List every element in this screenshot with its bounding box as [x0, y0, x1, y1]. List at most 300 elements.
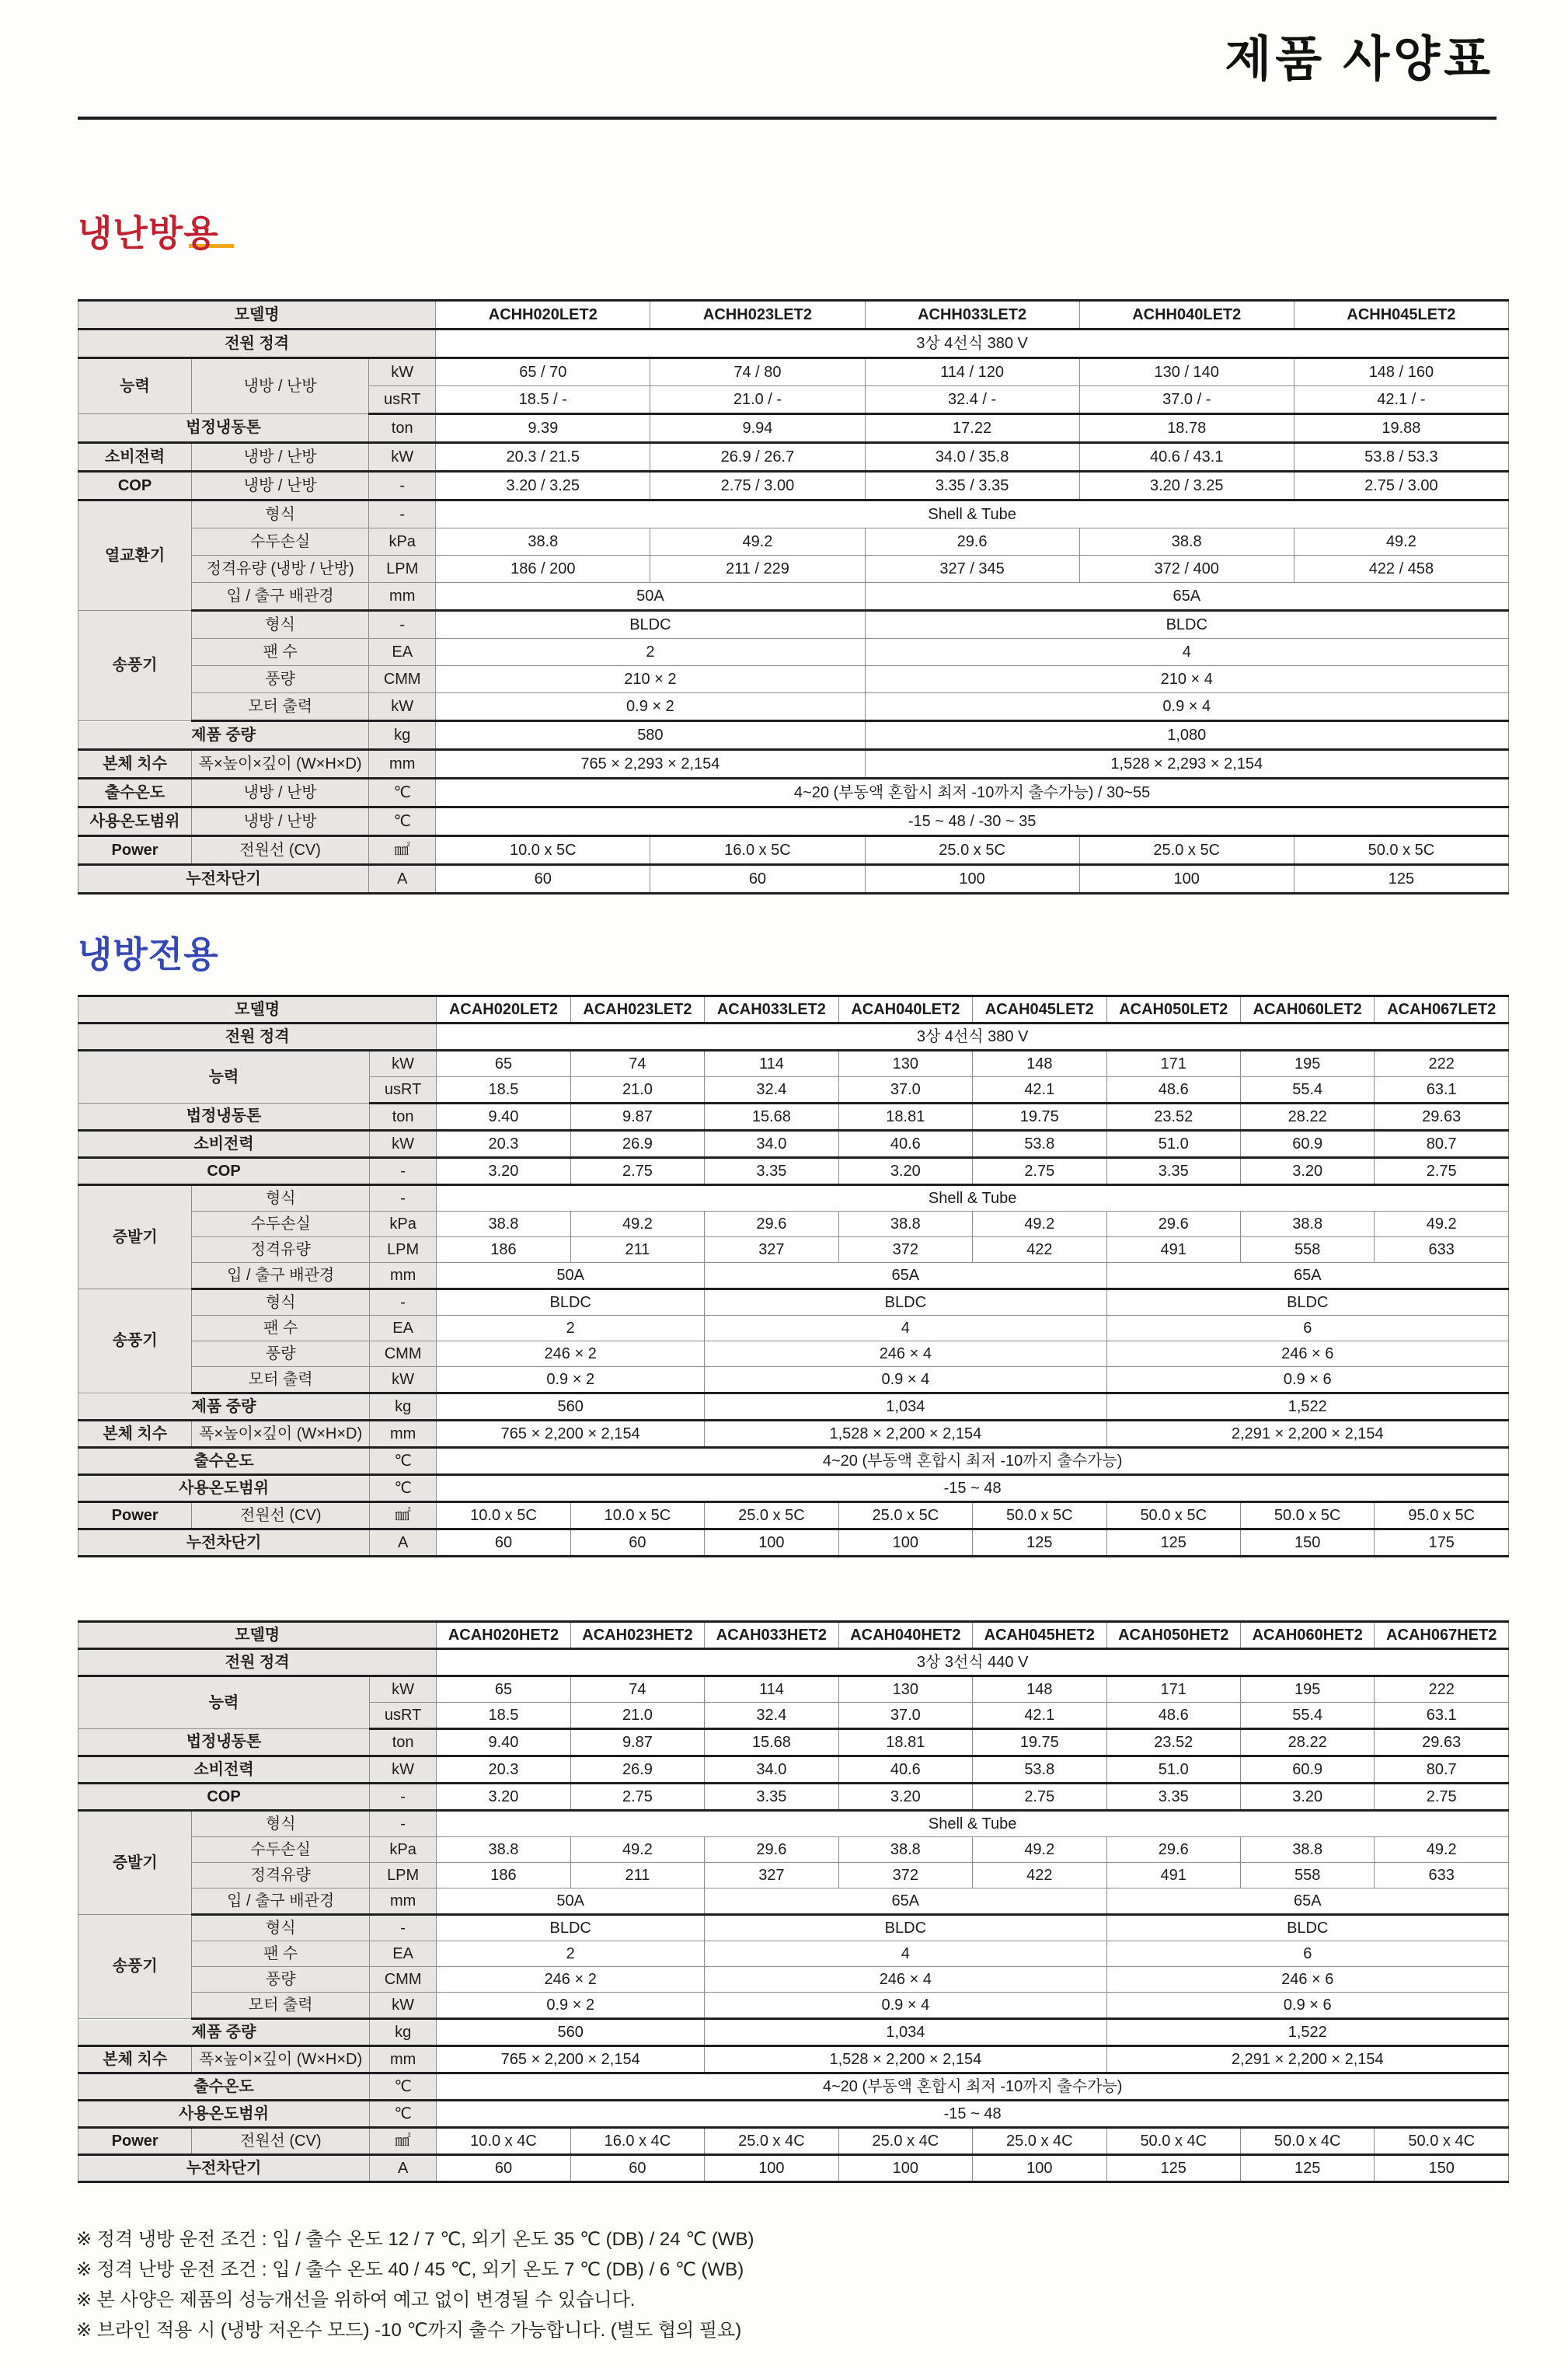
model-name-cell: ACAH020HET2 — [437, 1622, 570, 1649]
data-cell: 38.8 — [437, 1212, 570, 1237]
sub-label-cell: 전원선 (CV) — [192, 2128, 370, 2155]
table-row — [78, 1863, 1509, 1888]
row-label-cell: 출수온도 — [78, 2073, 370, 2101]
sub-label-cell: 수두손실 — [192, 528, 369, 556]
data-cell: 10.0 x 5C — [437, 1502, 570, 1529]
data-cell: 4~20 (부동액 혼합시 최저 -10까지 출수가능) — [437, 2073, 1509, 2101]
table-row — [78, 1421, 1509, 1448]
data-cell: 49.2 — [973, 1212, 1106, 1237]
data-cell: 3.35 — [705, 1784, 838, 1811]
row-label-cell: 소비전력 — [78, 1131, 370, 1158]
data-cell: Shell & Tube — [436, 500, 1509, 528]
table-row — [78, 639, 1509, 666]
sub-label-cell: 폭×높이×깊이 (W×H×D) — [192, 750, 369, 779]
model-name-cell: ACHH033LET2 — [865, 301, 1079, 330]
row-label-cell: 법정냉동톤 — [78, 1729, 370, 1756]
data-cell: 0.9 × 2 — [437, 1367, 705, 1393]
row-label-cell: 송풍기 — [78, 1289, 192, 1393]
data-cell: 211 / 229 — [650, 556, 865, 583]
table-row — [78, 1448, 1509, 1475]
sub-label-cell: 팬 수 — [192, 639, 369, 666]
unit-cell: ℃ — [369, 779, 436, 807]
model-name-cell: ACHH040LET2 — [1079, 301, 1294, 330]
data-cell: 42.1 / - — [1294, 386, 1508, 414]
unit-cell: EA — [369, 639, 436, 666]
data-cell: 130 — [838, 1676, 972, 1703]
unit-cell: CMM — [369, 666, 436, 693]
page-title: 제품 사양표 — [1225, 33, 1494, 86]
data-cell: 55.4 — [1240, 1077, 1374, 1104]
table-row — [78, 500, 1509, 528]
unit-cell: ℃ — [370, 1475, 437, 1502]
data-cell: 100 — [705, 2155, 838, 2182]
data-cell: 25.0 x 5C — [838, 1502, 972, 1529]
data-cell: 1,528 × 2,293 × 2,154 — [865, 750, 1508, 779]
data-cell: 3.35 — [1106, 1784, 1240, 1811]
model-name-cell: ACAH045LET2 — [973, 996, 1106, 1024]
data-cell: BLDC — [436, 611, 865, 639]
data-cell: 50.0 x 4C — [1240, 2128, 1374, 2155]
data-cell: 29.6 — [705, 1837, 838, 1863]
table-row — [78, 996, 1509, 1024]
data-cell: 65A — [865, 583, 1508, 611]
unit-cell: - — [370, 1158, 437, 1185]
table-row — [78, 330, 1509, 358]
data-cell: 2,291 × 2,200 × 2,154 — [1106, 1421, 1508, 1448]
table-row — [78, 301, 1509, 330]
data-cell: 49.2 — [973, 1837, 1106, 1863]
data-cell: 186 — [437, 1237, 570, 1263]
unit-cell: - — [370, 1811, 437, 1837]
data-cell: 633 — [1375, 1863, 1509, 1888]
data-cell: 765 × 2,293 × 2,154 — [436, 750, 865, 779]
data-cell: 25.0 x 4C — [973, 2128, 1106, 2155]
table-row — [78, 2128, 1509, 2155]
model-name-cell: ACAH033HET2 — [705, 1622, 838, 1649]
data-cell: 2.75 — [570, 1784, 704, 1811]
table-row — [78, 2101, 1509, 2128]
unit-cell: kW — [369, 358, 436, 386]
data-cell: 3.35 — [1106, 1158, 1240, 1185]
data-cell: 558 — [1240, 1237, 1374, 1263]
data-cell: 19.88 — [1294, 414, 1508, 443]
data-cell: 222 — [1375, 1051, 1509, 1077]
table-row — [78, 865, 1509, 894]
table-row — [78, 1158, 1509, 1185]
data-cell: 3.20 — [437, 1158, 570, 1185]
heat-cool-table-container — [78, 299, 1509, 895]
section-heading-heat-cool: 냉난방용 — [78, 213, 219, 253]
data-cell: 372 / 400 — [1079, 556, 1294, 583]
data-cell: 0.9 × 4 — [705, 1367, 1106, 1393]
table-row — [78, 1341, 1509, 1367]
data-cell: 48.6 — [1106, 1077, 1240, 1104]
data-cell: 40.6 — [838, 1756, 972, 1784]
data-cell: 65 / 70 — [436, 358, 650, 386]
data-cell: 422 / 458 — [1294, 556, 1508, 583]
table-row — [78, 611, 1509, 639]
data-cell: 60.9 — [1240, 1131, 1374, 1158]
unit-cell: kW — [369, 443, 436, 472]
row-label-cell: 송풍기 — [78, 611, 192, 721]
data-cell: BLDC — [865, 611, 1508, 639]
data-cell: 3.35 — [705, 1158, 838, 1185]
row-label-cell: 제품 중량 — [78, 721, 369, 750]
sub-label-cell: 정격유량 (냉방 / 난방) — [192, 556, 369, 583]
unit-cell: kW — [369, 693, 436, 721]
unit-cell: - — [370, 1915, 437, 1941]
unit-cell: kW — [370, 1993, 437, 2019]
model-name-cell: ACHH020LET2 — [436, 301, 650, 330]
data-cell: 16.0 x 4C — [570, 2128, 704, 2155]
data-cell: 50.0 x 5C — [1240, 1502, 1374, 1529]
data-cell: 53.8 / 53.3 — [1294, 443, 1508, 472]
data-cell: 74 — [570, 1051, 704, 1077]
table-row — [78, 528, 1509, 556]
table-row — [78, 1941, 1509, 1967]
data-cell: 50.0 x 4C — [1106, 2128, 1240, 2155]
unit-cell: ℃ — [370, 1448, 437, 1475]
data-cell: 2.75 — [1375, 1158, 1509, 1185]
data-cell: 9.40 — [437, 1104, 570, 1131]
unit-cell: kg — [370, 2019, 437, 2046]
data-cell: 1,528 × 2,200 × 2,154 — [705, 2046, 1106, 2073]
model-name-cell: ACAH067LET2 — [1375, 996, 1509, 1024]
cool-only-440v-table-container — [78, 1620, 1509, 2183]
data-cell: 1,034 — [705, 1393, 1106, 1421]
unit-cell: usRT — [370, 1077, 437, 1104]
table-row — [78, 583, 1509, 611]
unit-cell: mm — [370, 1888, 437, 1915]
data-cell: 4 — [705, 1316, 1106, 1341]
unit-cell: mm — [370, 2046, 437, 2073]
data-cell: 2 — [437, 1941, 705, 1967]
table-row — [78, 472, 1509, 500]
data-cell: 327 — [705, 1863, 838, 1888]
data-cell: 148 — [973, 1051, 1106, 1077]
row-label-cell: 누전차단기 — [78, 1529, 370, 1557]
data-cell: 25.0 x 4C — [705, 2128, 838, 2155]
unit-cell: mm — [370, 1263, 437, 1289]
data-cell: 171 — [1106, 1676, 1240, 1703]
table-row — [78, 1622, 1509, 1649]
data-cell: 60 — [570, 1529, 704, 1557]
data-cell: 20.3 — [437, 1131, 570, 1158]
unit-cell: - — [370, 1784, 437, 1811]
data-cell: -15 ~ 48 — [437, 2101, 1509, 2128]
data-cell: 9.39 — [436, 414, 650, 443]
table-row — [78, 1289, 1509, 1316]
data-cell: 29.6 — [865, 528, 1079, 556]
sub-label-cell: 냉방 / 난방 — [192, 358, 369, 414]
data-cell: 34.0 — [705, 1131, 838, 1158]
data-cell: 25.0 x 5C — [705, 1502, 838, 1529]
row-label-cell: COP — [78, 1784, 370, 1811]
model-name-cell: ACAH060HET2 — [1240, 1622, 1374, 1649]
data-cell: 60.9 — [1240, 1756, 1374, 1784]
table-row — [78, 1316, 1509, 1341]
data-cell: 23.52 — [1106, 1729, 1240, 1756]
table-row — [78, 1263, 1509, 1289]
table-row — [78, 1915, 1509, 1941]
sub-label-cell: 냉방 / 난방 — [192, 443, 369, 472]
row-label-cell: 능력 — [78, 1676, 370, 1729]
data-cell: 26.9 / 26.7 — [650, 443, 865, 472]
data-cell: 21.0 — [570, 1077, 704, 1104]
table-row — [78, 807, 1509, 836]
sub-label-cell: 냉방 / 난방 — [192, 807, 369, 836]
data-cell: 49.2 — [1375, 1837, 1509, 1863]
data-cell: 114 — [705, 1676, 838, 1703]
data-cell: 3상 3선식 440 V — [437, 1649, 1509, 1676]
footnotes — [76, 2224, 1164, 2345]
data-cell: 95.0 x 5C — [1375, 1502, 1509, 1529]
table-row — [78, 1649, 1509, 1676]
row-label-cell: 능력 — [78, 358, 192, 414]
data-cell: 2.75 — [1375, 1784, 1509, 1811]
data-cell: 40.6 — [838, 1131, 972, 1158]
unit-cell: - — [370, 1289, 437, 1316]
row-label-cell: 누전차단기 — [78, 865, 369, 894]
data-cell: 10.0 x 4C — [437, 2128, 570, 2155]
data-cell: Shell & Tube — [437, 1811, 1509, 1837]
row-label-cell: 본체 치수 — [78, 1421, 192, 1448]
table-row — [78, 721, 1509, 750]
data-cell: 2.75 — [973, 1784, 1106, 1811]
model-name-cell: ACAH045HET2 — [973, 1622, 1106, 1649]
unit-cell: kPa — [369, 528, 436, 556]
model-name-cell: ACAH050LET2 — [1106, 996, 1240, 1024]
sub-label-cell: 입 / 출구 배관경 — [192, 1263, 370, 1289]
data-cell: 60 — [436, 865, 650, 894]
data-cell: 40.6 / 43.1 — [1079, 443, 1294, 472]
title-divider — [78, 117, 1497, 120]
row-label-cell: 제품 중량 — [78, 1393, 370, 1421]
data-cell: 74 / 80 — [650, 358, 865, 386]
row-label-cell: 제품 중량 — [78, 2019, 370, 2046]
data-cell: 4 — [705, 1941, 1106, 1967]
table-row — [78, 1502, 1509, 1529]
unit-cell: ℃ — [370, 2101, 437, 2128]
model-name-cell: ACAH023HET2 — [570, 1622, 704, 1649]
data-cell: 125 — [1106, 1529, 1240, 1557]
row-label-cell: COP — [78, 472, 192, 500]
data-cell: 558 — [1240, 1863, 1374, 1888]
data-cell: 246 × 2 — [437, 1341, 705, 1367]
data-cell: 18.5 — [437, 1703, 570, 1729]
unit-cell: CMM — [370, 1967, 437, 1993]
data-cell: 211 — [570, 1863, 704, 1888]
table-row — [78, 2046, 1509, 2073]
table-row — [78, 1393, 1509, 1421]
data-cell: 2,291 × 2,200 × 2,154 — [1106, 2046, 1508, 2073]
data-cell: 148 / 160 — [1294, 358, 1508, 386]
data-cell: BLDC — [705, 1289, 1106, 1316]
data-cell: 65A — [705, 1263, 1106, 1289]
data-cell: 42.1 — [973, 1703, 1106, 1729]
data-cell: 0.9 × 2 — [437, 1993, 705, 2019]
table-row — [78, 2073, 1509, 2101]
unit-cell: EA — [370, 1316, 437, 1341]
data-cell: 2.75 — [973, 1158, 1106, 1185]
data-cell: 3.20 — [1240, 1158, 1374, 1185]
row-label-cell: 사용온도범위 — [78, 2101, 370, 2128]
data-cell: 100 — [865, 865, 1079, 894]
table-row — [78, 693, 1509, 721]
sub-label-cell: 풍량 — [192, 1967, 370, 1993]
data-cell: 21.0 / - — [650, 386, 865, 414]
data-cell: 0.9 × 6 — [1106, 1993, 1508, 2019]
data-cell: 23.52 — [1106, 1104, 1240, 1131]
data-cell: 4~20 (부동액 혼합시 최저 -10까지 출수가능) / 30~55 — [436, 779, 1509, 807]
data-cell: 48.6 — [1106, 1703, 1240, 1729]
data-cell: 2 — [437, 1316, 705, 1341]
row-label-cell: 법정냉동톤 — [78, 1104, 370, 1131]
unit-cell: kW — [370, 1367, 437, 1393]
data-cell: 60 — [437, 2155, 570, 2182]
data-cell: 114 — [705, 1051, 838, 1077]
data-cell: 130 / 140 — [1079, 358, 1294, 386]
row-label-cell: 법정냉동톤 — [78, 414, 369, 443]
unit-cell: LPM — [370, 1237, 437, 1263]
data-cell: Shell & Tube — [437, 1185, 1509, 1212]
data-cell: 422 — [973, 1863, 1106, 1888]
data-cell: 422 — [973, 1237, 1106, 1263]
row-label-cell: 출수온도 — [78, 1448, 370, 1475]
unit-cell: mm — [370, 1421, 437, 1448]
table-row — [78, 556, 1509, 583]
data-cell: 20.3 / 21.5 — [436, 443, 650, 472]
data-cell: 49.2 — [1294, 528, 1508, 556]
unit-cell: kg — [370, 1393, 437, 1421]
data-cell: 2 — [436, 639, 865, 666]
model-name-cell: ACAH020LET2 — [437, 996, 570, 1024]
data-cell: 1,522 — [1106, 2019, 1508, 2046]
model-name-cell: ACAH050HET2 — [1106, 1622, 1240, 1649]
data-cell: 210 × 4 — [865, 666, 1508, 693]
data-cell: 100 — [973, 2155, 1106, 2182]
spec-table-cool-only-440v-table — [78, 1620, 1509, 2183]
sub-label-cell: 형식 — [192, 611, 369, 639]
data-cell: 3.20 / 3.25 — [436, 472, 650, 500]
sub-label-cell: 전원선 (CV) — [192, 1502, 370, 1529]
data-cell: 29.6 — [1106, 1837, 1240, 1863]
data-cell: 60 — [437, 1529, 570, 1557]
sub-label-cell: 형식 — [192, 1185, 370, 1212]
data-cell: 32.4 / - — [865, 386, 1079, 414]
data-cell: 50A — [437, 1263, 705, 1289]
data-cell: 49.2 — [650, 528, 865, 556]
data-cell: 49.2 — [570, 1212, 704, 1237]
model-name-cell: ACAH040HET2 — [838, 1622, 972, 1649]
data-cell: -15 ~ 48 — [437, 1475, 1509, 1502]
data-cell: 21.0 — [570, 1703, 704, 1729]
cool-only-380v-table-container — [78, 995, 1509, 1557]
row-label-cell: 모델명 — [78, 1622, 437, 1649]
data-cell: 19.75 — [973, 1104, 1106, 1131]
model-name-cell: ACAH060LET2 — [1240, 996, 1374, 1024]
data-cell: 765 × 2,200 × 2,154 — [437, 1421, 705, 1448]
row-label-cell: 누전차단기 — [78, 2155, 370, 2182]
sub-label-cell: 형식 — [192, 500, 369, 528]
sub-label-cell: 형식 — [192, 1811, 370, 1837]
data-cell: 100 — [838, 2155, 972, 2182]
data-cell: 10.0 x 5C — [570, 1502, 704, 1529]
data-cell: 15.68 — [705, 1729, 838, 1756]
model-name-cell: ACAH033LET2 — [705, 996, 838, 1024]
data-cell: 53.8 — [973, 1756, 1106, 1784]
sub-label-cell: 전원선 (CV) — [192, 836, 369, 865]
unit-cell: kPa — [370, 1212, 437, 1237]
data-cell: 25.0 x 5C — [865, 836, 1079, 865]
data-cell: 16.0 x 5C — [650, 836, 865, 865]
data-cell: 372 — [838, 1237, 972, 1263]
row-label-cell: 송풍기 — [78, 1915, 192, 2019]
data-cell: 6 — [1106, 1316, 1508, 1341]
data-cell: 3상 4선식 380 V — [437, 1024, 1509, 1051]
unit-cell: kPa — [370, 1837, 437, 1863]
data-cell: 1,522 — [1106, 1393, 1508, 1421]
data-cell: 38.8 — [437, 1837, 570, 1863]
data-cell: 65 — [437, 1051, 570, 1077]
footnote-line: ※ 본 사양은 제품의 성능개선을 위하여 예고 없이 변경될 수 있습니다. — [76, 2290, 636, 2310]
model-name-cell: ACHH045LET2 — [1294, 301, 1508, 330]
table-row — [78, 1967, 1509, 1993]
data-cell: 222 — [1375, 1676, 1509, 1703]
section-heading-cool-only: 냉방전용 — [78, 934, 219, 975]
table-row — [78, 1837, 1509, 1863]
data-cell: 3.20 — [1240, 1784, 1374, 1811]
row-label-cell: 증발기 — [78, 1811, 192, 1915]
row-label-cell: Power — [78, 836, 192, 865]
row-label-cell: Power — [78, 1502, 192, 1529]
data-cell: 74 — [570, 1676, 704, 1703]
table-row — [78, 750, 1509, 779]
data-cell: 125 — [973, 1529, 1106, 1557]
data-cell: 32.4 — [705, 1703, 838, 1729]
data-cell: 2.75 / 3.00 — [650, 472, 865, 500]
data-cell: 100 — [1079, 865, 1294, 894]
unit-cell: kW — [370, 1051, 437, 1077]
data-cell: 38.8 — [838, 1212, 972, 1237]
data-cell: 26.9 — [570, 1131, 704, 1158]
data-cell: 9.87 — [570, 1729, 704, 1756]
spec-table-cool-only-380v-table — [78, 995, 1509, 1557]
data-cell: 560 — [437, 1393, 705, 1421]
data-cell: 29.63 — [1375, 1104, 1509, 1131]
data-cell: 65A — [1106, 1263, 1508, 1289]
data-cell: 63.1 — [1375, 1077, 1509, 1104]
data-cell: 560 — [437, 2019, 705, 2046]
data-cell: 171 — [1106, 1051, 1240, 1077]
model-name-cell: ACAH040LET2 — [838, 996, 972, 1024]
data-cell: 633 — [1375, 1237, 1509, 1263]
sub-label-cell: 모터 출력 — [192, 693, 369, 721]
table-row — [78, 1051, 1509, 1077]
data-cell: 9.40 — [437, 1729, 570, 1756]
data-cell: 29.6 — [1106, 1212, 1240, 1237]
table-row — [78, 1756, 1509, 1784]
data-cell: 4~20 (부동액 혼합시 최저 -10까지 출수가능) — [437, 1448, 1509, 1475]
sub-label-cell: 정격유량 — [192, 1863, 370, 1888]
unit-cell: usRT — [369, 386, 436, 414]
row-label-cell: 전원 정격 — [78, 1649, 437, 1676]
data-cell: 0.9 × 4 — [705, 1993, 1106, 2019]
data-cell: 49.2 — [1375, 1212, 1509, 1237]
data-cell: 0.9 × 4 — [865, 693, 1508, 721]
unit-cell: A — [370, 1529, 437, 1557]
table-row — [78, 1529, 1509, 1557]
